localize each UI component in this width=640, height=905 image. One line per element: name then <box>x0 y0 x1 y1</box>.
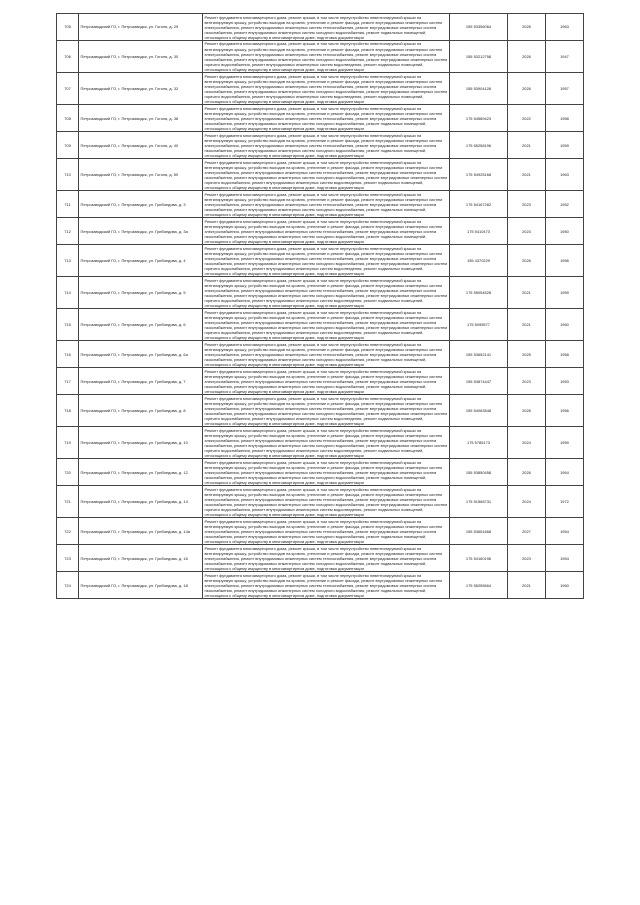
address-cell: Петрозаводский ГО, г. Петрозаводск, ул. Гоголя, д. 30 <box>79 40 203 72</box>
build-year-cell: 1959 <box>546 427 584 459</box>
address-cell: Петрозаводский ГО, г. Петрозаводск, ул. Грибоедова, д. 6 <box>79 309 203 341</box>
address-cell: Петрозаводский ГО, г. Петрозаводск, ул. Грибоедова, д. 16 <box>79 545 203 572</box>
row-number: 722 <box>57 518 79 545</box>
row-number: 717 <box>57 368 79 395</box>
build-year-cell: 1959 <box>546 132 584 159</box>
build-year-cell: 1963 <box>546 159 584 191</box>
address-cell: Петрозаводский ГО, г. Петрозаводск, ул. Грибоедова, д. 6а <box>79 341 203 368</box>
address-cell: Петрозаводский ГО, г. Петрозаводск, ул. Грибоедова, д. 10 <box>79 427 203 459</box>
address-cell: Петрозаводский ГО, г. Петрозаводск, ул. Гоголя, д. 40 <box>79 132 203 159</box>
build-year-cell: 1958 <box>546 105 584 132</box>
row-number: 709 <box>57 132 79 159</box>
registry-number-cell: 175 54160196 <box>450 545 508 572</box>
registry-number-cell: 155 54063548 <box>450 395 508 427</box>
table-row <box>57 368 584 395</box>
registry-number-cell: 155 53651668 <box>450 518 508 545</box>
table-row <box>57 191 584 218</box>
row-number: 707 <box>57 73 79 105</box>
row-number: 716 <box>57 341 79 368</box>
registry-number-cell: 155 53652141 <box>450 341 508 368</box>
registry-number-cell: 175 5785173 <box>450 427 508 459</box>
table-row <box>57 40 584 72</box>
row-number: 705 <box>57 14 79 41</box>
address-cell: Петрозаводский ГО, г. Петрозаводск, ул. Грибоедова, д. 3а <box>79 218 203 245</box>
registry-number-cell: 155 53356064 <box>450 14 508 41</box>
registry-number-cell: 175 54925168 <box>450 159 508 191</box>
work-list-cell: Ремонт фундамента многоквартирного дома, ремонт крыши, в том числе переустройство невентилируемой крыши на вентилируемую крышу, устройство выходов на кровлю, утепление и ремонт фасада, ремонт внутридомовых инженерных систем электроснабжения, ремонт внутридомовых инженерных систем теплоснабжения, ремонт внутридомовых инженерных систем газоснабжения, ремонт внутридомовых инженерных систем холодного водоснабжения, ремонт подвальных помещений, относящихся к общему имуществу в многоквартирном доме, подготовка документации <box>203 191 450 218</box>
repair-year-cell: 2026 <box>508 73 546 105</box>
work-list-cell: Ремонт фундамента многоквартирного дома, ремонт крыши, в том числе переустройство невентилируемой крыши на вентилируемую крышу, устройство выходов на кровлю, утепление и ремонт фасада, ремонт внутридомовых инженерных систем электроснабжения, ремонт внутридомовых инженерных систем теплоснабжения, ремонт внутридомовых инженерных систем газоснабжения, ремонт внутридомовых инженерных систем холодного водоснабжения, ремонт внутридомовых инженерных систем горячего водоснабжения, ремонт внутридомовых инженерных систем водоотведения, ремонт подвальных помещений, относящихся к общему имуществу в многоквартирном доме, подготовка документации <box>203 486 450 518</box>
table-row <box>57 518 584 545</box>
registry-number-cell: 175 5095577 <box>450 309 508 341</box>
build-year-cell: 1952 <box>546 191 584 218</box>
work-list-cell: Ремонт фундамента многоквартирного дома, ремонт крыши, в том числе переустройство невентилируемой крыши на вентилируемую крышу, устройство выходов на кровлю, утепление и ремонт фасада, ремонт внутридомовых инженерных систем электроснабжения, ремонт внутридомовых инженерных систем теплоснабжения, ремонт внутридомовых инженерных систем газоснабжения, ремонт внутридомовых инженерных систем холодного водоснабжения, ремонт внутридомовых инженерных систем горячего водоснабжения, ремонт внутридомовых инженерных систем водоотведения, ремонт подвальных помещений, относящихся к общему имуществу в многоквартирном доме, подготовка документации <box>203 309 450 341</box>
address-cell: Петрозаводский ГО, г. Петрозаводск, ул. Грибоедова, д. 14 <box>79 486 203 518</box>
table-row <box>57 486 584 518</box>
table-row <box>57 341 584 368</box>
row-number: 710 <box>57 159 79 191</box>
address-cell: Петрозаводский ГО, г. Петрозаводск, ул. Грибоедова, д. 18 <box>79 572 203 599</box>
build-year-cell: 1963 <box>546 14 584 41</box>
work-list-cell: Ремонт фундамента многоквартирного дома, ремонт крыши, в том числе переустройство невентилируемой крыши на вентилируемую крышу, устройство выходов на кровлю, утепление и ремонт фасада, ремонт внутридомовых инженерных систем электроснабжения, ремонт внутридомовых инженерных систем теплоснабжения, ремонт внутридомовых инженерных систем газоснабжения, ремонт внутридомовых инженерных систем холодного водоснабжения, ремонт подвальных помещений, относящихся к общему имуществу в многоквартирном доме, подготовка документации <box>203 105 450 132</box>
table-row <box>57 545 584 572</box>
repair-year-cell: 2026 <box>508 459 546 486</box>
registry-number-cell: 175 65258196 <box>450 132 508 159</box>
address-cell: Петрозаводский ГО, г. Петрозаводск, ул. Грибоедова, д. 7 <box>79 368 203 395</box>
work-list-cell: Ремонт фундамента многоквартирного дома, ремонт крыши, в том числе переустройство невентилируемой крыши на вентилируемую крышу, устройство выходов на кровлю, утепление и ремонт фасада, ремонт внутридомовых инженерных систем электроснабжения, ремонт внутридомовых инженерных систем теплоснабжения, ремонт внутридомовых инженерных систем газоснабжения, ремонт внутридомовых инженерных систем холодного водоснабжения, ремонт подвальных помещений, относящихся к общему имуществу в многоквартирном доме, подготовка документации <box>203 218 450 245</box>
registry-number-cell: 155 4370229 <box>450 245 508 277</box>
table-row <box>57 105 584 132</box>
build-year-cell: 1960 <box>546 572 584 599</box>
build-year-cell: 1947 <box>546 40 584 72</box>
row-number: 719 <box>57 427 79 459</box>
registry-number-cell: 155 53904128 <box>450 73 508 105</box>
build-year-cell: 1972 <box>546 486 584 518</box>
address-cell: Петрозаводский ГО, г. Петрозаводск, ул. Грибоедова, д. 4 <box>79 245 203 277</box>
repair-year-cell: 2025 <box>508 341 546 368</box>
table-row <box>57 277 584 309</box>
repair-year-cell: 2022 <box>508 105 546 132</box>
row-number: 714 <box>57 277 79 309</box>
work-list-cell: Ремонт фундамента многоквартирного дома, ремонт крыши, в том числе переустройство невентилируемой крыши на вентилируемую крышу, устройство выходов на кровлю, утепление и ремонт фасада, ремонт внутридомовых инженерных систем электроснабжения, ремонт внутридомовых инженерных систем теплоснабжения, ремонт внутридомовых инженерных систем газоснабжения, ремонт внутридомовых инженерных систем холодного водоснабжения, ремонт внутридомовых инженерных систем горячего водоснабжения, ремонт внутридомовых инженерных систем водоотведения, ремонт подвальных помещений, относящихся к общему имуществу в многоквартирном доме, подготовка документации <box>203 40 450 72</box>
table-row <box>57 572 584 599</box>
registry-number-cell: 155 53212758 <box>450 40 508 72</box>
repair-year-cell: 2026 <box>508 245 546 277</box>
table-row <box>57 218 584 245</box>
build-year-cell: 1956 <box>546 245 584 277</box>
work-list-cell: Ремонт фундамента многоквартирного дома, ремонт крыши, в том числе переустройство невентилируемой крыши на вентилируемую крышу, устройство выходов на кровлю, утепление и ремонт фасада, ремонт внутридомовых инженерных систем электроснабжения, ремонт внутридомовых инженерных систем теплоснабжения, ремонт внутридомовых инженерных систем газоснабжения, ремонт внутридомовых инженерных систем холодного водоснабжения, ремонт подвальных помещений, относящихся к общему имуществу в многоквартирном доме, подготовка документации <box>203 368 450 395</box>
table-row <box>57 459 584 486</box>
row-number: 713 <box>57 245 79 277</box>
row-number: 718 <box>57 395 79 427</box>
work-list-cell: Ремонт фундамента многоквартирного дома, ремонт крыши, в том числе переустройство невентилируемой крыши на вентилируемую крышу, устройство выходов на кровлю, утепление и ремонт фасада, ремонт внутридомовых инженерных систем электроснабжения, ремонт внутридомовых инженерных систем теплоснабжения, ремонт внутридомовых инженерных систем газоснабжения, ремонт внутридомовых инженерных систем холодного водоснабжения, ремонт внутридомовых инженерных систем горячего водоснабжения, ремонт внутридомовых инженерных систем водоотведения, ремонт подвальных помещений, относящихся к общему имуществу в многоквартирном доме, подготовка документации <box>203 395 450 427</box>
registry-number-cell: 175 55054528 <box>450 277 508 309</box>
capital-repair-table-page <box>56 13 583 599</box>
repair-year-cell: 2023 <box>508 545 546 572</box>
row-number: 706 <box>57 40 79 72</box>
repair-year-cell: 2021 <box>508 132 546 159</box>
work-list-cell: Ремонт фундамента многоквартирного дома, ремонт крыши, в том числе переустройство невентилируемой крыши на вентилируемую крышу, устройство выходов на кровлю, утепление и ремонт фасада, ремонт внутридомовых инженерных систем электроснабжения, ремонт внутридомовых инженерных систем теплоснабжения, ремонт внутридомовых инженерных систем газоснабжения, ремонт внутридомовых инженерных систем холодного водоснабжения, ремонт подвальных помещений, относящихся к общему имуществу в многоквартирном доме, подготовка документации <box>203 341 450 368</box>
registry-number-cell: 175 54589423 <box>450 105 508 132</box>
work-list-cell: Ремонт фундамента многоквартирного дома, ремонт крыши, в том числе переустройство невентилируемой крыши на вентилируемую крышу, устройство выходов на кровлю, утепление и ремонт фасада, ремонт внутридомовых инженерных систем электроснабжения, ремонт внутридомовых инженерных систем теплоснабжения, ремонт внутридомовых инженерных систем газоснабжения, ремонт внутридомовых инженерных систем холодного водоснабжения, ремонт внутридомовых инженерных систем горячего водоснабжения, ремонт внутридомовых инженерных систем водоотведения, ремонт подвальных помещений, относящихся к общему имуществу в многоквартирном доме, подготовка документации <box>203 73 450 105</box>
registry-number-cell: 175 55255664 <box>450 572 508 599</box>
build-year-cell: 1958 <box>546 341 584 368</box>
table-row <box>57 132 584 159</box>
build-year-cell: 1960 <box>546 309 584 341</box>
repair-year-cell: 2023 <box>508 368 546 395</box>
work-list-cell: Ремонт фундамента многоквартирного дома, ремонт крыши, в том числе переустройство невентилируемой крыши на вентилируемую крышу, устройство выходов на кровлю, утепление и ремонт фасада, ремонт внутридомовых инженерных систем электроснабжения, ремонт внутридомовых инженерных систем теплоснабжения, ремонт внутридомовых инженерных систем газоснабжения, ремонт внутридомовых инженерных систем холодного водоснабжения, ремонт подвальных помещений, относящихся к общему имуществу в многоквартирном доме, подготовка документации <box>203 518 450 545</box>
repair-year-cell: 2023 <box>508 218 546 245</box>
build-year-cell: 1959 <box>546 277 584 309</box>
build-year-cell: 1953 <box>546 368 584 395</box>
work-list-cell: Ремонт фундамента многоквартирного дома, ремонт крыши, в том числе переустройство невентилируемой крыши на вентилируемую крышу, устройство выходов на кровлю, утепление и ремонт фасада, ремонт внутридомовых инженерных систем электроснабжения, ремонт внутридомовых инженерных систем теплоснабжения, ремонт внутридомовых инженерных систем газоснабжения, ремонт внутридомовых инженерных систем холодного водоснабжения, ремонт подвальных помещений, относящихся к общему имуществу в многоквартирном доме, подготовка документации <box>203 14 450 41</box>
address-cell: Петрозаводский ГО, г. Петрозаводск, ул. Гоголя, д. 38 <box>79 105 203 132</box>
capital-repair-table <box>56 13 584 599</box>
build-year-cell: 1964 <box>546 459 584 486</box>
table-body <box>57 14 584 599</box>
build-year-cell: 1956 <box>546 395 584 427</box>
work-list-cell: Ремонт фундамента многоквартирного дома, ремонт крыши, в том числе переустройство невентилируемой крыши на вентилируемую крышу, устройство выходов на кровлю, утепление и ремонт фасада, ремонт внутридомовых инженерных систем электроснабжения, ремонт внутридомовых инженерных систем теплоснабжения, ремонт внутридомовых инженерных систем газоснабжения, ремонт внутридомовых инженерных систем холодного водоснабжения, ремонт внутридомовых инженерных систем горячего водоснабжения, ремонт внутридомовых инженерных систем водоотведения, ремонт подвальных помещений, относящихся к общему имуществу в многоквартирном доме, подготовка документации <box>203 245 450 277</box>
build-year-cell: 1954 <box>546 518 584 545</box>
row-number: 724 <box>57 572 79 599</box>
work-list-cell: Ремонт фундамента многоквартирного дома, ремонт крыши, в том числе переустройство невентилируемой крыши на вентилируемую крышу, устройство выходов на кровлю, утепление и ремонт фасада, ремонт внутридомовых инженерных систем электроснабжения, ремонт внутридомовых инженерных систем теплоснабжения, ремонт внутридомовых инженерных систем газоснабжения, ремонт внутридомовых инженерных систем холодного водоснабжения, ремонт подвальных помещений, относящихся к общему имуществу в многоквартирном доме, подготовка документации <box>203 572 450 599</box>
address-cell: Петрозаводский ГО, г. Петрозаводск, ул. Грибоедова, д. 5 <box>79 277 203 309</box>
repair-year-cell: 2026 <box>508 395 546 427</box>
work-list-cell: Ремонт фундамента многоквартирного дома, ремонт крыши, в том числе переустройство невентилируемой крыши на вентилируемую крышу, устройство выходов на кровлю, утепление и ремонт фасада, ремонт внутридомовых инженерных систем электроснабжения, ремонт внутридомовых инженерных систем теплоснабжения, ремонт внутридомовых инженерных систем газоснабжения, ремонт внутридомовых инженерных систем холодного водоснабжения, ремонт подвальных помещений, относящихся к общему имуществу в многоквартирном доме, подготовка документации <box>203 132 450 159</box>
repair-year-cell: 2021 <box>508 572 546 599</box>
build-year-cell: 1954 <box>546 545 584 572</box>
repair-year-cell: 2021 <box>508 309 546 341</box>
repair-year-cell: 2024 <box>508 427 546 459</box>
table-row <box>57 427 584 459</box>
repair-year-cell: 2026 <box>508 14 546 41</box>
repair-year-cell: 2027 <box>508 518 546 545</box>
work-list-cell: Ремонт фундамента многоквартирного дома, ремонт крыши, в том числе переустройство невентилируемой крыши на вентилируемую крышу, устройство выходов на кровлю, утепление и ремонт фасада, ремонт внутридомовых инженерных систем электроснабжения, ремонт внутридомовых инженерных систем теплоснабжения, ремонт внутридомовых инженерных систем газоснабжения, ремонт внутридомовых инженерных систем холодного водоснабжения, ремонт подвальных помещений, относящихся к общему имуществу в многоквартирном доме, подготовка документации <box>203 545 450 572</box>
address-cell: Петрозаводский ГО, г. Петрозаводск, ул. Грибоедова, д. 12 <box>79 459 203 486</box>
repair-year-cell: 2021 <box>508 277 546 309</box>
registry-number-cell: 155 53874447 <box>450 368 508 395</box>
table-row <box>57 159 584 191</box>
row-number: 712 <box>57 218 79 245</box>
work-list-cell: Ремонт фундамента многоквартирного дома, ремонт крыши, в том числе переустройство невентилируемой крыши на вентилируемую крышу, устройство выходов на кровлю, утепление и ремонт фасада, ремонт внутридомовых инженерных систем электроснабжения, ремонт внутридомовых инженерных систем теплоснабжения, ремонт внутридомовых инженерных систем газоснабжения, ремонт внутридомовых инженерных систем холодного водоснабжения, ремонт внутридомовых инженерных систем горячего водоснабжения, ремонт внутридомовых инженерных систем водоотведения, ремонт подвальных помещений, относящихся к общему имуществу в многоквартирном доме, подготовка документации <box>203 427 450 459</box>
row-number: 711 <box>57 191 79 218</box>
address-cell: Петрозаводский ГО, г. Петрозаводск, ул. Гоголя, д. 32 <box>79 73 203 105</box>
table-row <box>57 14 584 41</box>
repair-year-cell: 2023 <box>508 191 546 218</box>
table-row <box>57 73 584 105</box>
build-year-cell: 1950 <box>546 218 584 245</box>
registry-number-cell: 175 54167282 <box>450 191 508 218</box>
registry-number-cell: 175 51568731 <box>450 486 508 518</box>
row-number: 721 <box>57 486 79 518</box>
row-number: 720 <box>57 459 79 486</box>
repair-year-cell: 2021 <box>508 159 546 191</box>
repair-year-cell: 2026 <box>508 40 546 72</box>
address-cell: Петрозаводский ГО, г. Петрозаводск, ул. Гоголя, д. 29 <box>79 14 203 41</box>
address-cell: Петрозаводский ГО, г. Петрозаводск, ул. Грибоедова, д. 14а <box>79 518 203 545</box>
table-row <box>57 245 584 277</box>
table-row <box>57 309 584 341</box>
address-cell: Петрозаводский ГО, г. Петрозаводск, ул. Гоголя, д. 50 <box>79 159 203 191</box>
repair-year-cell: 2024 <box>508 486 546 518</box>
work-list-cell: Ремонт фундамента многоквартирного дома, ремонт крыши, в том числе переустройство невентилируемой крыши на вентилируемую крышу, устройство выходов на кровлю, утепление и ремонт фасада, ремонт внутридомовых инженерных систем электроснабжения, ремонт внутридомовых инженерных систем теплоснабжения, ремонт внутридомовых инженерных систем газоснабжения, ремонт внутридомовых инженерных систем холодного водоснабжения, ремонт внутридомовых инженерных систем горячего водоснабжения, ремонт внутридомовых инженерных систем водоотведения, ремонт подвальных помещений, относящихся к общему имуществу в многоквартирном доме, подготовка документации <box>203 277 450 309</box>
registry-number-cell: 175 5410473 <box>450 218 508 245</box>
registry-number-cell: 155 53850458 <box>450 459 508 486</box>
row-number: 708 <box>57 105 79 132</box>
table-row <box>57 395 584 427</box>
work-list-cell: Ремонт фундамента многоквартирного дома, ремонт крыши, в том числе переустройство невентилируемой крыши на вентилируемую крышу, устройство выходов на кровлю, утепление и ремонт фасада, ремонт внутридомовых инженерных систем электроснабжения, ремонт внутридомовых инженерных систем теплоснабжения, ремонт внутридомовых инженерных систем газоснабжения, ремонт внутридомовых инженерных систем холодного водоснабжения, ремонт подвальных помещений, относящихся к общему имуществу в многоквартирном доме, подготовка документации <box>203 459 450 486</box>
build-year-cell: 1957 <box>546 73 584 105</box>
row-number: 715 <box>57 309 79 341</box>
address-cell: Петрозаводский ГО, г. Петрозаводск, ул. Грибоедова, д. 8 <box>79 395 203 427</box>
address-cell: Петрозаводский ГО, г. Петрозаводск, ул. Грибоедова, д. 3 <box>79 191 203 218</box>
work-list-cell: Ремонт фундамента многоквартирного дома, ремонт крыши, в том числе переустройство невентилируемой крыши на вентилируемую крышу, устройство выходов на кровлю, утепление и ремонт фасада, ремонт внутридомовых инженерных систем электроснабжения, ремонт внутридомовых инженерных систем теплоснабжения, ремонт внутридомовых инженерных систем газоснабжения, ремонт внутридомовых инженерных систем холодного водоснабжения, ремонт внутридомовых инженерных систем горячего водоснабжения, ремонт внутридомовых инженерных систем водоотведения, ремонт подвальных помещений, относящихся к общему имуществу в многоквартирном доме, подготовка документации <box>203 159 450 191</box>
row-number: 723 <box>57 545 79 572</box>
